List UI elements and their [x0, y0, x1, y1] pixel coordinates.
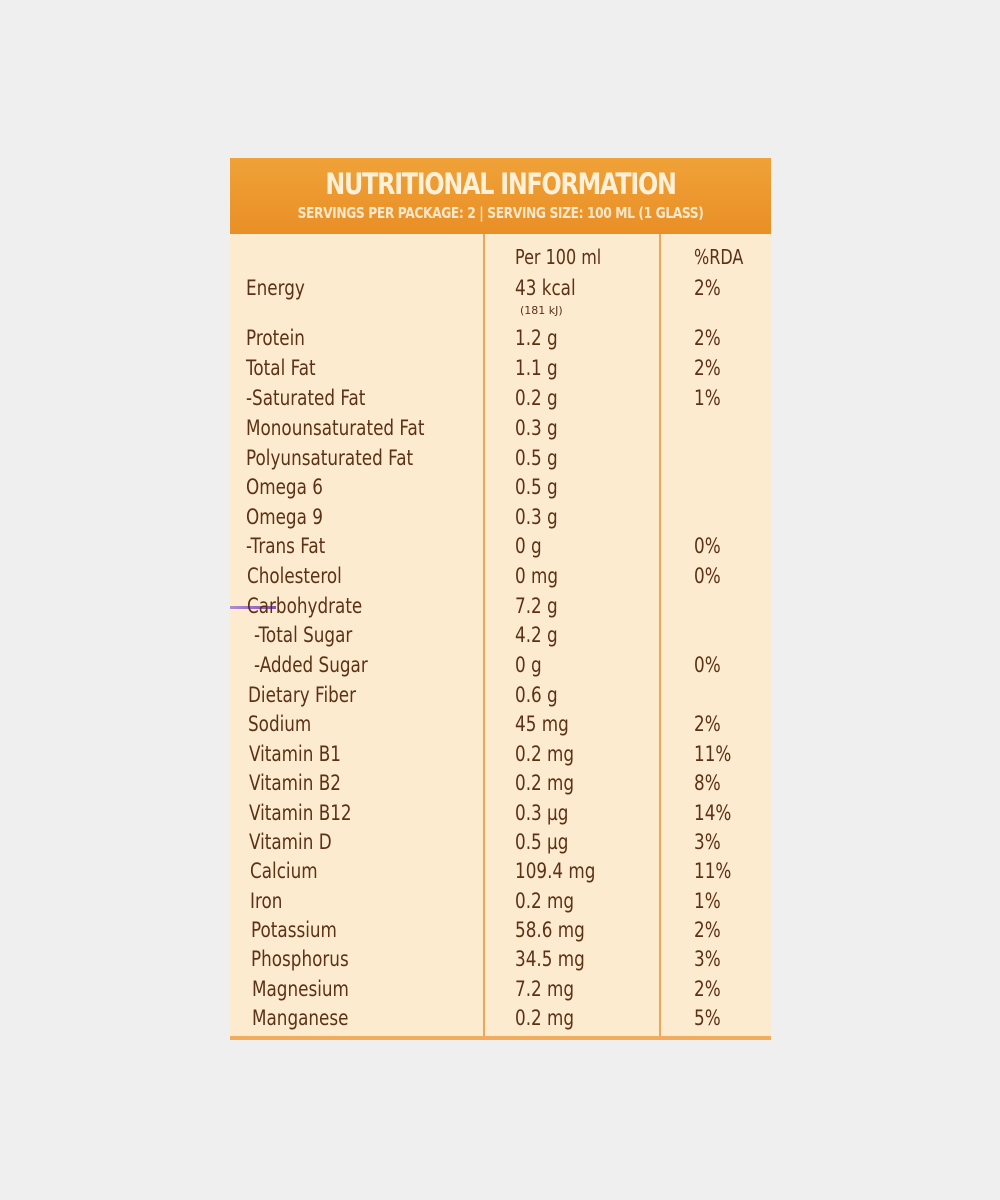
- nutrient-amount: 34.5 mg: [515, 947, 585, 971]
- nutrition-label: [230, 158, 771, 1040]
- nutrient-amount: 0.3 g: [515, 505, 558, 529]
- nutrient-amount: 0.2 mg: [515, 742, 575, 766]
- nutrient-name: Carbohydrate: [247, 594, 363, 618]
- column-header-amount: Per 100 ml: [515, 245, 602, 269]
- nutrient-rda: 0%: [694, 653, 721, 677]
- nutrient-amount: 43 kcal: [515, 276, 576, 300]
- nutrient-amount: 0 mg: [515, 564, 559, 588]
- nutrient-rda: 3%: [694, 947, 721, 971]
- nutrient-rda: 11%: [694, 742, 732, 766]
- nutrient-amount: 1.1 g: [515, 356, 558, 380]
- nutrient-name: Phosphorus: [251, 947, 349, 971]
- nutrient-rda: 0%: [694, 564, 721, 588]
- nutrient-amount: 0.2 g: [515, 386, 558, 410]
- nutrient-rda: 11%: [694, 859, 732, 883]
- nutrient-name: Vitamin B2: [249, 771, 341, 795]
- nutrient-name: Total Fat: [246, 356, 316, 380]
- nutrient-amount: 0.3 µg: [515, 801, 569, 825]
- nutrient-amount: 0.3 g: [515, 416, 558, 440]
- column-divider: [483, 234, 485, 1040]
- nutrient-name: -Total Sugar: [254, 623, 353, 647]
- nutrient-rda: 3%: [694, 830, 721, 854]
- nutrient-name: -Trans Fat: [246, 534, 326, 558]
- nutrient-rda: 2%: [694, 326, 721, 350]
- nutrient-amount: 45 mg: [515, 712, 569, 736]
- nutrient-name: Cholesterol: [247, 564, 342, 588]
- nutrient-name: Energy: [246, 276, 305, 300]
- nutrient-amount: 109.4 mg: [515, 859, 596, 883]
- nutrient-rda: 2%: [694, 356, 721, 380]
- nutrient-name: Vitamin B1: [249, 742, 341, 766]
- label-title: NUTRITIONAL INFORMATION: [325, 167, 676, 201]
- column-divider: [659, 234, 661, 1040]
- nutrient-amount: 1.2 g: [515, 326, 558, 350]
- nutrient-name: Calcium: [250, 859, 318, 883]
- nutrient-amount: 0.5 g: [515, 446, 558, 470]
- nutrient-amount: 0 g: [515, 534, 542, 558]
- nutrient-rda: 2%: [694, 918, 721, 942]
- nutrient-name: Omega 6: [246, 475, 323, 499]
- nutrient-rda: 14%: [694, 801, 732, 825]
- nutrient-name: Sodium: [248, 712, 312, 736]
- label-bottom-edge: [230, 1036, 771, 1040]
- nutrient-name: Iron: [250, 889, 283, 913]
- nutrient-name: -Saturated Fat: [246, 386, 366, 410]
- nutrient-rda: 2%: [694, 977, 721, 1001]
- nutrient-rda: 1%: [694, 889, 721, 913]
- nutrient-note: (181 kJ): [520, 304, 563, 317]
- nutrient-name: -Added Sugar: [254, 653, 368, 677]
- nutrient-amount: 7.2 g: [515, 594, 558, 618]
- nutrient-rda: 0%: [694, 534, 721, 558]
- nutrient-name: Omega 9: [246, 505, 323, 529]
- nutrient-rda: 8%: [694, 771, 721, 795]
- nutrient-name: Potassium: [251, 918, 337, 942]
- nutrient-name: Monounsaturated Fat: [246, 416, 425, 440]
- nutrient-name: Protein: [246, 326, 305, 350]
- nutrient-name: Dietary Fiber: [248, 683, 357, 707]
- nutrient-amount: 0.2 mg: [515, 771, 575, 795]
- nutrient-amount: 7.2 mg: [515, 977, 575, 1001]
- nutrient-amount: 4.2 g: [515, 623, 558, 647]
- nutrient-amount: 0.2 mg: [515, 1006, 575, 1030]
- nutrient-name: Polyunsaturated Fat: [246, 446, 414, 470]
- nutrient-amount: 0.2 mg: [515, 889, 575, 913]
- nutrient-amount: 0.5 µg: [515, 830, 569, 854]
- nutrient-name: Vitamin B12: [249, 801, 352, 825]
- label-subtitle: SERVINGS PER PACKAGE: 2 | SERVING SIZE: 100 ML (1 GLASS): [297, 204, 704, 222]
- nutrient-rda: 5%: [694, 1006, 721, 1030]
- label-header-banner: [230, 158, 771, 234]
- nutrient-rda: 2%: [694, 712, 721, 736]
- nutrient-rda: 2%: [694, 276, 721, 300]
- nutrient-amount: 58.6 mg: [515, 918, 585, 942]
- nutrient-rda: 1%: [694, 386, 721, 410]
- nutrient-amount: 0 g: [515, 653, 542, 677]
- column-header-rda: %RDA: [694, 245, 744, 269]
- nutrient-name: Manganese: [252, 1006, 349, 1030]
- nutrient-amount: 0.5 g: [515, 475, 558, 499]
- nutrient-amount: 0.6 g: [515, 683, 558, 707]
- nutrient-name: Magnesium: [252, 977, 349, 1001]
- nutrient-name: Vitamin D: [249, 830, 332, 854]
